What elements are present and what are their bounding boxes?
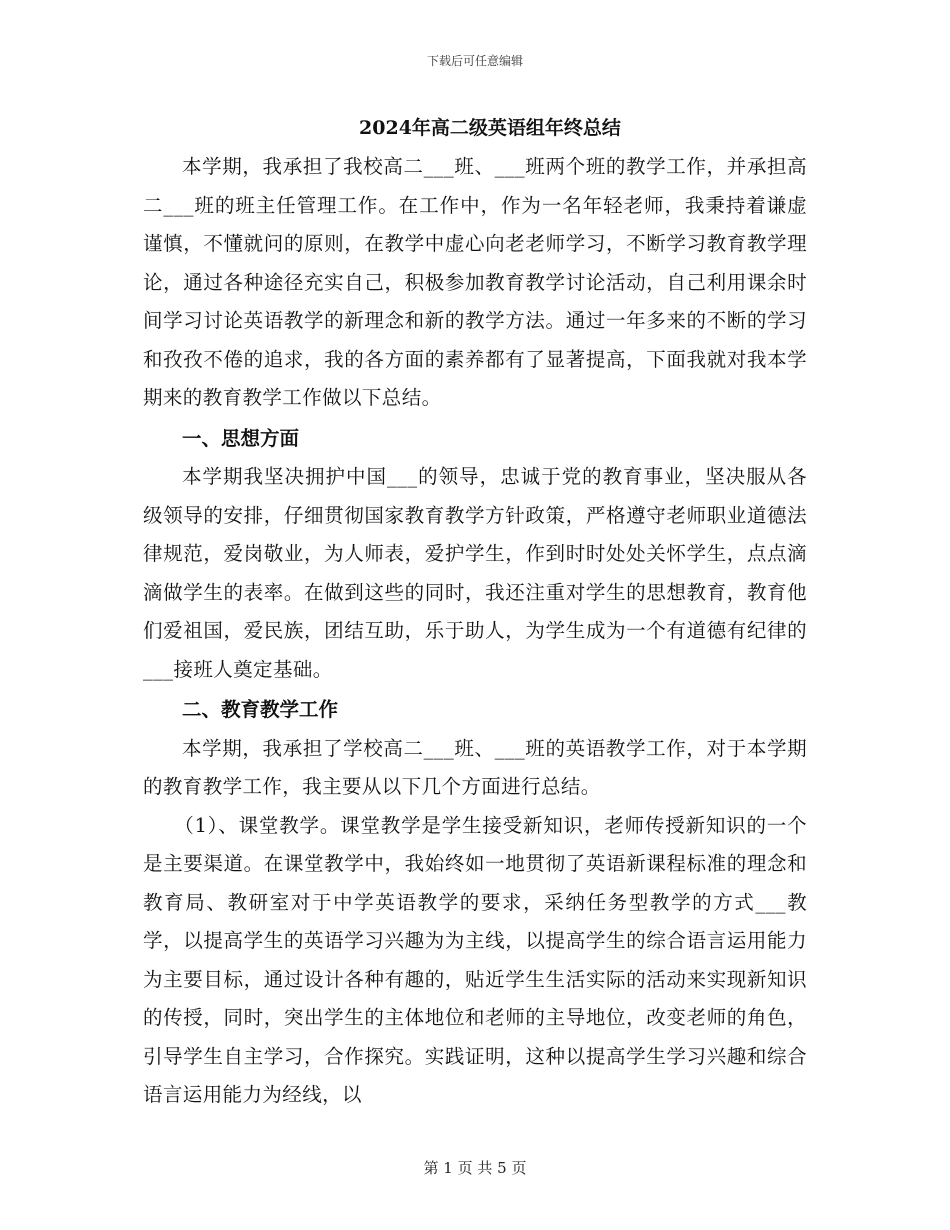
intro-paragraph: 本学期，我承担了我校高二___班、___班两个班的教学工作，并承担高二___班的班主任管理工作。在工作中，作为一名年轻老师，我秉持着谦虚谨慎，不懂就问的原则，在教学中虚心向老老师学习，不断学习教育教学理论，通过各种途径充实自己，积极参加教育教学讨论活动，自己利用课余时间学习讨论英语教学的新理念和新的教学方法。通过一年多来的不断的学习和孜孜不倦的追求，我的各方面的素养都有了显著提高，下面我就对我本学期来的教育教学工作做以下总结。	[143, 155, 807, 409]
section-heading-teaching: 二、教育教学工作	[182, 698, 339, 721]
section-paragraph-ideology: 本学期我坚决拥护中国___的领导，忠诚于党的教育事业，坚决服从各级领导的安排，仔细贯彻国家教育教学方针政策，严格遵守老师职业道德法律规范，爱岗敬业，为人师表，爱护学生，作到时时处处关怀学生，点点滴滴做学生的表率。在做到这些的同时，我还注重对学生的思想教育，教育他们爱祖国，爱民族，团结互助，乐于助人，为学生成为一个有道德有纪律的___接班人奠定基础。	[143, 465, 807, 681]
page-header-note: 下载后可任意编辑	[426, 54, 523, 68]
document-title: 2024年高二级英语组年终总结	[359, 117, 621, 139]
section-paragraph-teaching: 本学期，我承担了学校高二___班、___班的英语教学工作，对于本学期的教育教学工作，我主要从以下几个方面进行总结。	[143, 736, 807, 798]
document-body	[143, 108, 807, 1115]
page-number: 第 1 页 共 5 页	[423, 1159, 527, 1177]
teaching-item-classroom: （1）、课堂教学。课堂教学是学生接受新知识，老师传授新知识的一个是主要渠道。在课堂教学中，我始终如一地贯彻了英语新课程标准的理念和教育局、教研室对于中学英语教学的要求，采纳任务型教学的方式___教学，以提高学生的英语学习兴趣为为主线，以提高学生的综合语言运用能力为主要目标，通过设计各种有趣的，贴近学生生活实际的活动来实现新知识的传授，同时，突出学生的主体地位和老师的主导地位，改变老师的角色，引导学生自主学习，合作探究。实践证明，这种以提高学生学习兴趣和综合语言运用能力为经线，以	[143, 813, 807, 1106]
section-heading-ideology: 一、思想方面	[182, 426, 300, 450]
